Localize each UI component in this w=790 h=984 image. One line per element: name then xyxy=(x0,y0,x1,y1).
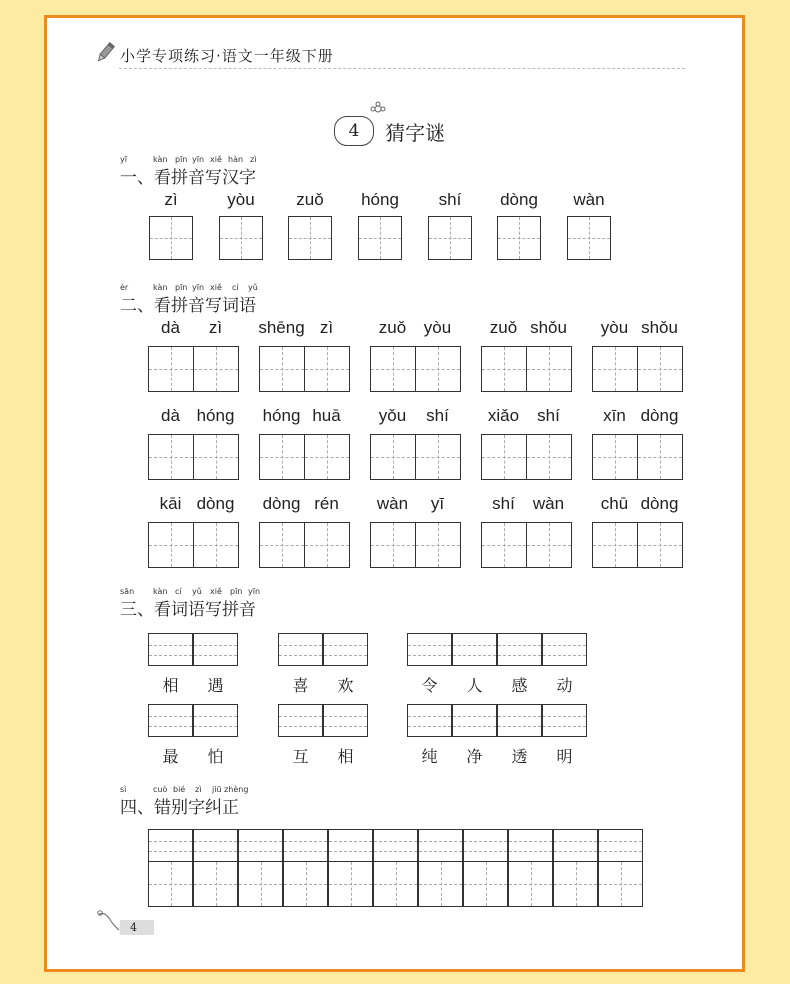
correction-pinyin-cell xyxy=(373,829,418,862)
word-character: 怕 xyxy=(207,747,224,766)
tian-grid-cell xyxy=(497,216,541,260)
word-character: 动 xyxy=(556,676,573,695)
pencil-icon xyxy=(93,41,117,69)
pinyin-label: wàn xyxy=(532,494,565,513)
ruby-syllable: yīn xyxy=(192,155,205,164)
correction-pinyin-cell xyxy=(553,829,598,862)
pinyin-label: hóng xyxy=(262,406,301,425)
ruby-syllable: xiě xyxy=(210,587,222,596)
pinyin-label: rén xyxy=(314,494,339,513)
ruby-syllable: kàn xyxy=(153,587,168,596)
pinyin-label: zì xyxy=(208,318,223,337)
pinyin-line-cell xyxy=(148,633,193,666)
worksheet-page xyxy=(44,15,745,972)
tian-grid-cell xyxy=(304,434,350,480)
word-character: 最 xyxy=(162,747,179,766)
correction-pinyin-cell xyxy=(598,829,643,862)
word-character: 互 xyxy=(292,747,309,766)
pinyin-label: chū xyxy=(600,494,629,513)
ruby-syllable: sān xyxy=(120,587,135,596)
pinyin-line-cell xyxy=(193,704,238,737)
word-character: 明 xyxy=(556,747,573,766)
word-character: 遇 xyxy=(207,676,224,695)
ruby-syllable: xiě xyxy=(210,283,222,292)
swirl-icon xyxy=(95,908,121,938)
correction-pinyin-cell xyxy=(148,829,193,862)
tian-grid-cell xyxy=(481,434,527,480)
tian-grid-cell xyxy=(592,522,638,568)
ruby-syllable: zì xyxy=(195,785,202,794)
pinyin-label: shí xyxy=(537,406,560,425)
pinyin-label: wàn xyxy=(573,190,605,209)
correction-pinyin-cell xyxy=(418,829,463,862)
tian-grid-cell xyxy=(358,216,402,260)
ruby-syllable: jiū zhèng xyxy=(212,785,249,794)
ruby-syllable: bié xyxy=(173,785,186,794)
correction-pinyin-cell xyxy=(463,829,508,862)
pinyin-line-cell xyxy=(148,704,193,737)
tian-grid-cell xyxy=(219,216,263,260)
pinyin-label: zuǒ xyxy=(378,318,407,337)
correction-char-cell xyxy=(373,861,418,907)
pinyin-label: dòng xyxy=(640,494,679,513)
section3-title: 三、看词语写拼音 xyxy=(120,600,256,620)
ruby-syllable: èr xyxy=(120,283,129,292)
correction-char-cell xyxy=(328,861,373,907)
pinyin-label: yòu xyxy=(227,190,255,209)
tian-grid-cell xyxy=(148,434,194,480)
lesson-heading xyxy=(334,116,445,148)
word-character: 相 xyxy=(337,747,354,766)
tian-grid-cell xyxy=(259,346,305,392)
pinyin-label: shí xyxy=(492,494,515,513)
ruby-syllable: pīn xyxy=(230,587,243,596)
tian-grid-cell xyxy=(637,434,683,480)
correction-char-cell xyxy=(418,861,463,907)
tian-grid-cell xyxy=(637,346,683,392)
correction-char-cell xyxy=(553,861,598,907)
section1-title: 一、看拼音写汉字 xyxy=(120,168,256,188)
correction-char-cell xyxy=(463,861,508,907)
tian-grid-cell xyxy=(592,346,638,392)
pinyin-label: yòu xyxy=(600,318,629,337)
lesson-title: 猜字谜 xyxy=(385,120,446,145)
tian-grid-cell xyxy=(428,216,472,260)
tian-grid-cell xyxy=(415,522,461,568)
ruby-syllable: sì xyxy=(120,785,127,794)
correction-char-cell xyxy=(193,861,238,907)
tian-grid-cell xyxy=(370,346,416,392)
pinyin-line-cell xyxy=(497,633,542,666)
tian-grid-cell xyxy=(370,522,416,568)
pinyin-line-cell xyxy=(497,704,542,737)
tian-grid-cell xyxy=(148,346,194,392)
correction-pinyin-cell xyxy=(508,829,553,862)
word-character: 净 xyxy=(466,747,483,766)
pinyin-label: dòng xyxy=(262,494,301,513)
pinyin-label: shí xyxy=(438,190,462,209)
pinyin-label: yǒu xyxy=(378,406,407,425)
pinyin-line-cell xyxy=(452,704,497,737)
tian-grid-cell xyxy=(259,434,305,480)
pinyin-label: yòu xyxy=(423,318,452,337)
word-character: 相 xyxy=(162,676,179,695)
ruby-syllable: yǔ xyxy=(248,283,258,292)
header-title: 小学专项练习·语文一年级下册 xyxy=(120,47,334,65)
header-divider xyxy=(119,68,685,69)
pinyin-label: kāi xyxy=(159,494,182,513)
tian-grid-cell xyxy=(288,216,332,260)
pinyin-label: dà xyxy=(161,406,180,425)
section2-title: 二、看拼音写词语 xyxy=(120,296,256,316)
correction-pinyin-cell xyxy=(238,829,283,862)
pinyin-label: yī xyxy=(430,494,445,513)
tian-grid-cell xyxy=(526,346,572,392)
pinyin-label: dòng xyxy=(500,190,538,209)
word-character: 喜 xyxy=(292,676,309,695)
pinyin-line-cell xyxy=(407,633,452,666)
correction-char-cell xyxy=(598,861,643,907)
pinyin-line-cell xyxy=(323,633,368,666)
pinyin-line-cell xyxy=(278,633,323,666)
pinyin-label: wàn xyxy=(376,494,409,513)
pinyin-line-cell xyxy=(542,633,587,666)
correction-pinyin-cell xyxy=(193,829,238,862)
pinyin-line-cell xyxy=(323,704,368,737)
ruby-syllable: pīn xyxy=(175,283,188,292)
word-character: 令 xyxy=(421,676,438,695)
tian-grid-cell xyxy=(415,346,461,392)
correction-char-cell xyxy=(508,861,553,907)
pinyin-line-cell xyxy=(193,633,238,666)
tian-grid-cell xyxy=(304,346,350,392)
tian-grid-cell xyxy=(193,522,239,568)
ruby-syllable: yīn xyxy=(192,283,205,292)
tian-grid-cell xyxy=(415,434,461,480)
ruby-syllable: yǔ xyxy=(192,587,202,596)
pinyin-label: dà xyxy=(161,318,180,337)
ruby-syllable: cí xyxy=(232,283,239,292)
tian-grid-cell xyxy=(304,522,350,568)
correction-pinyin-cell xyxy=(328,829,373,862)
pinyin-line-cell xyxy=(278,704,323,737)
tian-grid-cell xyxy=(567,216,611,260)
tian-grid-cell xyxy=(526,522,572,568)
pinyin-label: zuǒ xyxy=(489,318,518,337)
ruby-syllable: hàn xyxy=(228,155,244,164)
pinyin-label: zì xyxy=(164,190,178,209)
tian-grid-cell xyxy=(370,434,416,480)
correction-pinyin-cell xyxy=(283,829,328,862)
tian-grid-cell xyxy=(592,434,638,480)
tian-grid-cell xyxy=(148,522,194,568)
tian-grid-cell xyxy=(637,522,683,568)
word-character: 透 xyxy=(511,747,528,766)
ruby-syllable: cuò xyxy=(153,785,168,794)
pinyin-label: hóng xyxy=(361,190,399,209)
lesson-number: 4 xyxy=(334,116,374,146)
pinyin-label: shēng xyxy=(258,318,305,337)
correction-char-cell xyxy=(238,861,283,907)
tian-grid-cell xyxy=(526,434,572,480)
pinyin-line-cell xyxy=(452,633,497,666)
pinyin-label: hóng xyxy=(196,406,235,425)
pinyin-label: huā xyxy=(312,406,341,425)
ruby-syllable: yī xyxy=(120,155,127,164)
tian-grid-cell xyxy=(259,522,305,568)
ruby-syllable: pīn xyxy=(175,155,188,164)
ruby-syllable: zì xyxy=(250,155,257,164)
pinyin-label: shǒu xyxy=(641,318,678,337)
word-character: 欢 xyxy=(337,676,354,695)
word-character: 纯 xyxy=(421,747,438,766)
page-number: 4 xyxy=(120,920,154,935)
tian-grid-cell xyxy=(193,346,239,392)
tian-grid-cell xyxy=(481,346,527,392)
ruby-syllable: yīn xyxy=(248,587,261,596)
section4-title: 四、错别字纠正 xyxy=(120,798,239,818)
pinyin-label: xiǎo xyxy=(487,406,520,425)
pinyin-label: dòng xyxy=(640,406,679,425)
tian-grid-cell xyxy=(481,522,527,568)
ruby-syllable: xiě xyxy=(210,155,222,164)
pinyin-label: zì xyxy=(319,318,334,337)
correction-char-cell xyxy=(283,861,328,907)
pinyin-label: dòng xyxy=(196,494,235,513)
pinyin-line-cell xyxy=(407,704,452,737)
tian-grid-cell xyxy=(193,434,239,480)
ruby-syllable: kàn xyxy=(153,283,168,292)
pinyin-line-cell xyxy=(542,704,587,737)
correction-char-cell xyxy=(148,861,193,907)
tian-grid-cell xyxy=(149,216,193,260)
pinyin-label: shí xyxy=(426,406,449,425)
pinyin-label: xīn xyxy=(603,406,626,425)
pinyin-label: shǒu xyxy=(530,318,567,337)
ruby-syllable: kàn xyxy=(153,155,168,164)
ruby-syllable: cí xyxy=(175,587,182,596)
word-character: 人 xyxy=(466,676,483,695)
pinyin-label: zuǒ xyxy=(296,190,324,209)
word-character: 感 xyxy=(511,676,528,695)
